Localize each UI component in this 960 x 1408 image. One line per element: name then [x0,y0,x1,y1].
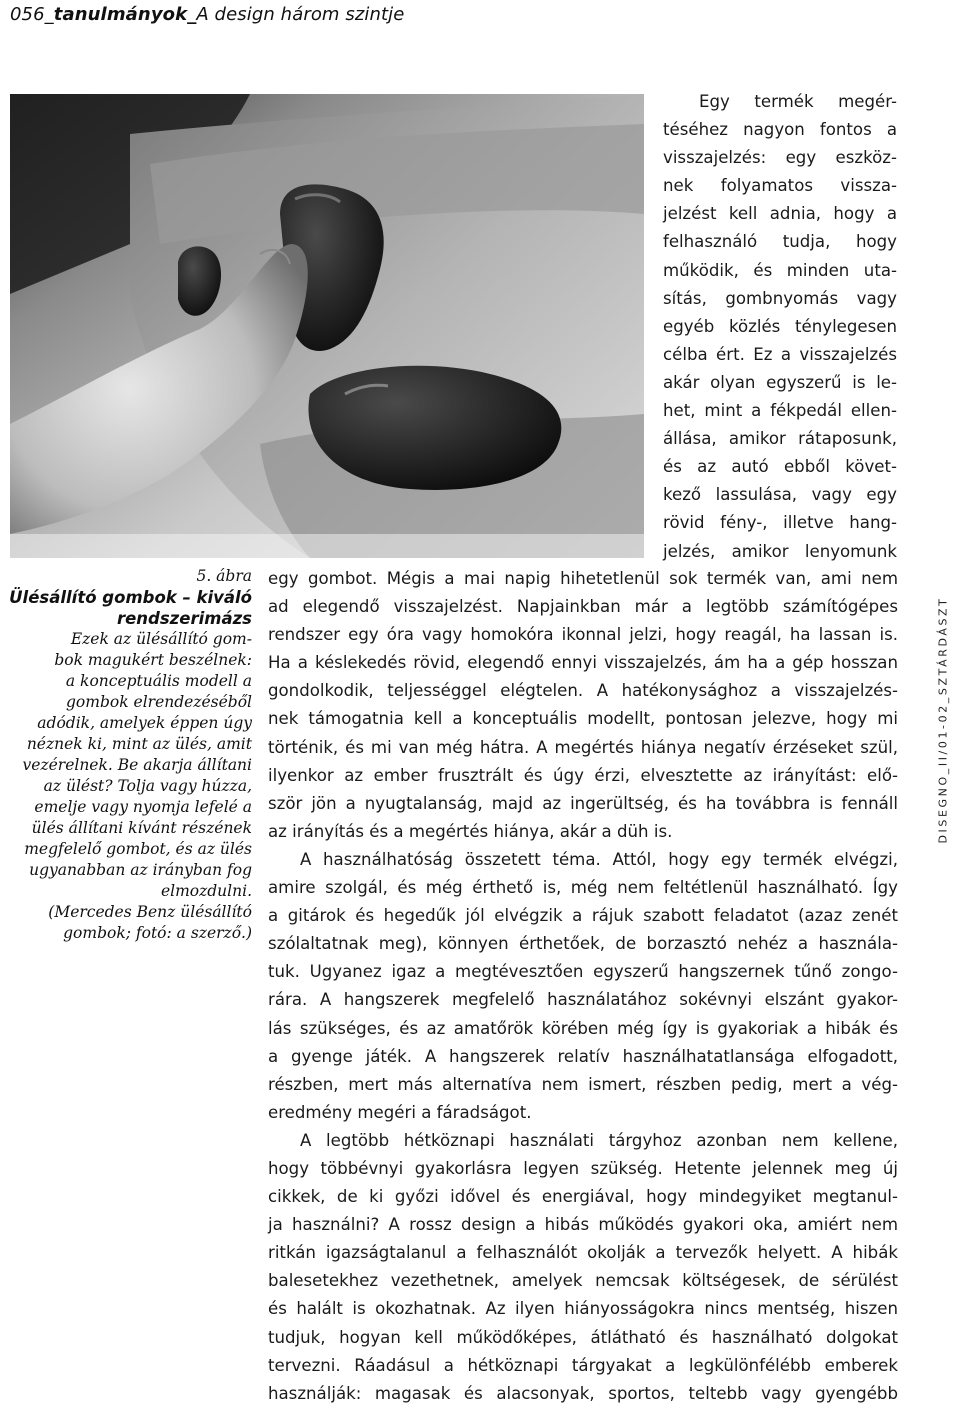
article-line: jelzést kell adnia, hogy a [663,204,897,224]
article-line: részben, mert más alternatíva nem ismert, részben pedig, mert a vég- [268,1074,898,1094]
article-line: tudjuk, hogyan kell működőképes, átlátható és használható dolgokat [268,1327,898,1347]
article-line: nek folyamatos vissza- [663,176,897,196]
caption-line: (Mercedes Benz ülésállító [48,903,252,921]
article-line: cikkek, de ki győzi idővel és energiával, hogy mindegyiket megtanul- [268,1187,898,1207]
article-line: a gitárok és hegedűk jól elvégzik a rájuk szabott feladatot (azaz zenét [268,906,898,926]
article-line: az irányítás és a megértés hiánya, akár a düh is. [268,821,673,841]
figure-title-line: rendszerimázs [116,609,252,628]
article-column-top [663,88,897,566]
article-line: egyéb közlés ténylegesen [663,316,897,336]
article-line: a gyenge játék. A hangszerek relatív használhatatlansága elfogadott, [268,1046,898,1066]
article-line: téséhez nagyon fontos a [663,120,897,140]
journal-sidebar [926,560,960,880]
caption-line: megfelelő gombot, és az ülés [24,840,252,858]
article-line: sítás, gombnyomás vagy [663,288,897,308]
caption-line: néznek ki, mint az ülés, amit [26,735,252,753]
article-line: A legtöbb hétköznapi használati tárgyhoz azonban nem kellene, [300,1130,898,1150]
caption-line: gombok; fotó: a szerző.) [63,924,252,942]
article-line: akár olyan egyszerű is le- [663,372,897,392]
article-line: A használhatóság összetett téma. Attól, hogy egy termék elvégzi, [300,849,898,869]
article-line: szólaltatnak meg), könnyen érthetőek, de borzasztó nehéz a használa- [268,934,898,954]
article-column-main [268,565,898,1408]
article-line: és az autó ebből követ- [663,457,897,477]
article-line: nek támogatnia kell a konceptuális modellt, pontosan jelezve, hogy mi [268,709,898,729]
journal-sidebar-text: DISEGNO_II/01-02_SZTÁRDÁSZT [936,596,950,844]
article-line: rára. A hangszerek megfelelő használatához sokévnyi elszánt gyakor- [268,990,898,1010]
article-line: ilyenkor az ember frusztrált és úgy érzi, elvesztette az irányítást: elő- [268,765,898,785]
article-line: történik, és mi van még hátra. A megértés hiánya negatív érzéseket szül, [268,737,898,757]
page-number: 056_ [10,4,54,25]
article-line: eredmény megéri a fáradságot. [268,1102,532,1122]
article-line: és halált is okozhatnak. Az ilyen hiányosságokra nincs mentség, hiszen [268,1299,898,1319]
figure-caption [0,566,252,944]
article-line: gondolkodik, teljességgel elégtelen. A hatékonysághoz a visszajelzés- [268,681,898,701]
article-line: jelzés, amikor lenyomunk [663,541,897,561]
article-line: Egy termék megér- [699,92,897,111]
article-line: het, mint a fékpedál ellen- [663,401,897,421]
article-line: működik, és minden uta- [663,260,897,280]
caption-line: ülés állítani kívánt részének [31,819,252,837]
article-line: visszajelzés: egy eszköz- [663,148,897,168]
article-line: rendszer egy óra vagy homokóra ikonnal jelzi, hogy reagál, ha lassan is. [268,625,898,645]
article-line: ad elegendő visszajelzést. Napjainkban már a legtöbb számítógépes [268,597,898,617]
caption-line: a konceptuális modell a [65,672,252,690]
caption-line: Ezek az ülésállító gom- [70,630,252,648]
running-header [10,4,610,34]
caption-line: emelje vagy nyomja lefelé a [34,798,252,816]
article-line: állása, amikor rátaposunk, [663,429,897,449]
article-line: felhasználó tudja, hogy [663,232,897,252]
article-line: célba ért. Ez a visszajelzés [663,344,897,364]
section-name: tanulmányok_ [53,4,197,25]
article-line: ritkán igazságtalanul a felhasználót okolják a tervezők helyett. A hibák [268,1243,898,1263]
article-line: tuk. Ugyanez igaz a megtévesztően egyszerű hangszernek tűnő zongo- [268,962,898,982]
article-line: egy gombot. Mégis a mai napig hihetetlenül sok termék van, ami nem [268,569,898,588]
article-line: ja használni? A rossz design a hibás működés gyakori oka, amiért nem [268,1215,898,1235]
caption-line: gombok elrendezéséből [66,693,252,711]
article-line: amire szolgál, és még érthető is, még nem feltétlenül használható. Így [268,878,898,898]
article-line: ször jön a nyugtalanság, majd az ingerültség, és ha továbbra is fennáll [268,793,898,813]
figure-title-line: Ülésállító gombok – kiváló [9,588,252,607]
seat-adjuster-photo [10,94,644,558]
caption-line: ugyanabban az irányban fog [29,861,252,879]
article-line: Ha a késlekedés rövid, elegendő ennyi visszajelzés, ám ha a gép hosszan [268,653,898,673]
article-line: használják: magasak és alacsonyak, sportos, teltebb vagy gyengébb [268,1383,898,1403]
figure-label: 5. ábra [196,567,252,585]
article-line: hogy többévnyi gyakorlásra legyen szükség. Hetente jelennek meg új [268,1158,898,1178]
article-line: rövid fény-, illetve hang- [663,513,897,533]
article-line: tervezni. Ráadásul a hétköznapi tárgyakat a legkülönfélébb emberek [268,1355,898,1375]
caption-line: bok magukért beszélnek: [54,651,252,669]
article-line: kező lassulása, vagy egy [663,485,897,505]
article-line: balesetekhez vezethetnek, amelyek nemcsak költségesek, de sérülést [268,1271,898,1291]
caption-line: elmozdulni. [160,882,252,900]
caption-line: adódik, amelyek éppen úgy [37,714,252,732]
caption-line: az ülést? Tolja vagy húzza, [43,777,252,795]
chapter-title: A design három szintje [196,4,405,25]
caption-line: vezérelnek. Be akarja állítani [22,756,252,774]
article-line: lás szükséges, és az amatőrök körében még így is gyakoriak a hibák és [268,1018,898,1038]
